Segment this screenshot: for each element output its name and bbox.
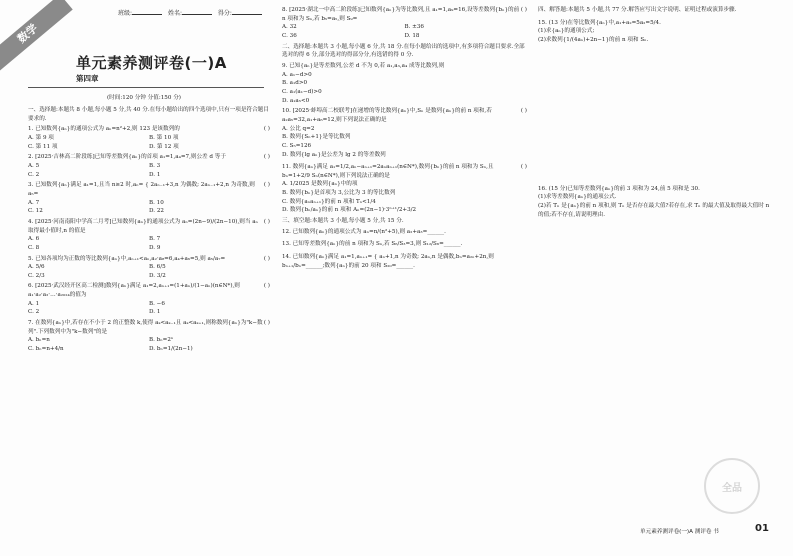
option-choice[interactable]: C. 12 — [28, 208, 43, 215]
option-choice[interactable]: B. 第 10 项 — [149, 134, 179, 141]
question-body: (2)求数列{1/(4aₙ)+2n−1}的前 n 项和 Sₙ. — [538, 36, 649, 43]
question-text — [28, 319, 270, 336]
score-blank[interactable] — [232, 14, 262, 15]
publisher-seal — [704, 458, 760, 514]
question-text — [282, 217, 527, 226]
option-row — [28, 143, 270, 152]
question-text — [538, 202, 773, 219]
name-label: 姓名: — [167, 10, 182, 17]
option-choice[interactable]: B. 数列{Sₙ+1}是等比数列 — [282, 134, 351, 141]
question-body: 8. [2025·湖北一中高二阶段练]已知数列{aₙ}为等比数列,且 a₁=1,a₉=16,设等差数列{bₙ}的前 n 项和为 Sₙ,若 b₅=a₅,则 S₉= — [282, 7, 520, 22]
option-row — [28, 244, 270, 253]
question-body: (1)求等差数列{aₙ}的通项公式. — [538, 194, 617, 201]
question-text — [28, 153, 270, 162]
question-body: 7. 在数列{aₙ}中,若存在不小于 2 的正整数 k,使得 aₖ<aₖ₋₁且 aₖ<aₖ₊₁,则称数列{aₙ}为"k−数列".下列数列中为"k−数列"的是 — [28, 320, 263, 335]
question-body: 四、解答题:本题共 5 小题,共 77 分.解答应写出文字说明、证明过程或演算步骤. — [538, 7, 737, 13]
name-blank[interactable] — [182, 14, 212, 15]
option-choice[interactable]: C. 数列{aₙaₙ₊₁}的前 n 项和 Tₙ<1/4 — [282, 198, 376, 205]
question-text — [538, 36, 773, 45]
option-choice[interactable]: C. 8 — [28, 244, 40, 251]
chapter-label: 第四章 — [76, 74, 99, 83]
answer-bracket[interactable]: ( ) — [263, 283, 270, 290]
question-body: 15. (13 分)在等比数列{aₙ}中,a₁+a₂=5a₂=5/4. — [538, 19, 661, 26]
question-text — [28, 255, 270, 264]
question-text — [538, 193, 773, 202]
time-info: (时间:120 分钟 分值:150 分) — [107, 95, 181, 101]
question-body: 13. 已知等差数列{aₙ}的前 n 项和为 Sₙ,若 S₆/S₃=3,则 S₁₂/S₆=______. — [282, 241, 463, 248]
option-choice[interactable]: A. 公比 q=2 — [282, 125, 315, 132]
question-text — [28, 125, 270, 134]
option-choice[interactable]: B. bₙ=2ⁿ — [149, 337, 174, 344]
option-row — [28, 300, 270, 309]
title-rule — [28, 87, 264, 88]
question-text — [282, 228, 527, 237]
question-text — [28, 282, 270, 299]
column-left — [28, 106, 270, 354]
option-row — [28, 345, 270, 354]
question-body: 2. [2025·吉林高二阶段练]已知等差数列{aₙ}的首项 a₁=1,a₄=7,则公差 d 等于 — [28, 154, 226, 161]
question-body: 二、选择题:本题共 3 小题,每小题 6 分,共 18 分.在每小题给出的选项中,有多项符合题目要求.全部选对的得 6 分,部分选对的得部分分,有选错的得 0 分. — [282, 43, 525, 59]
question-body: 9. 已知{aₙ}是等差数列,公差 d 不为 0,若 a₁,a₃,a₄ 成等比数列,则 — [282, 62, 445, 69]
option-choice[interactable]: D. 第 12 项 — [149, 143, 179, 150]
option-choice[interactable]: B. 6/5 — [149, 264, 166, 271]
option-row — [28, 336, 270, 345]
option-choice[interactable]: C. 2/3 — [28, 272, 45, 279]
option-choice[interactable]: C. a₁(a₁−d)>0 — [282, 88, 322, 95]
option-choice[interactable]: A. 1 — [28, 300, 40, 307]
option-choice[interactable]: B. −6 — [149, 300, 165, 307]
question-body: 14. 已知数列{aₙ}满足 a₁=1,aₙ₊₁= { aₙ+1,n 为奇数; 2aₙ,n 是偶数,bₙ=a₂ₙ+2n,则 bₙ₊₁/bₙ=______;数列{aₙ}的前 20 项和 S₂₀=______. — [282, 254, 494, 269]
option-choice[interactable]: A. 7 — [28, 199, 40, 206]
question-body: 12. 已知数列{aₙ}的通项公式为 aₙ=n/(n²+5),则 a₂+a₃=______. — [282, 228, 446, 235]
option-choice[interactable]: D. a₁a₅<0 — [282, 97, 310, 104]
answer-bracket[interactable]: ( ) — [263, 320, 270, 327]
option-choice[interactable]: D. 数列{bₙ/aₙ}的前 n 项和 Aₙ=(2n−1)·3ⁿ⁺¹/2+3/2 — [282, 207, 417, 214]
option-choice[interactable]: A. 32 — [282, 24, 297, 31]
question-text — [538, 27, 773, 36]
question-body: 一、选择题:本题共 8 小题,每小题 5 分,共 40 分.在每小题给出的四个选项中,只有一项是符合题目要求的. — [28, 107, 269, 122]
question-body: 5. 已知各项均为正数的等比数列{aₙ}中,aₙ₊₁<aₙ,a₂·a₈=6,a₄+a₆=5,则 a₅/a₇= — [28, 255, 226, 262]
question-text — [282, 163, 527, 180]
question-body: 6. [2025·武汉经开区高二检测]数列{aₙ}满足 a₁=2,aₙ₊₁=(1+aₙ)/(1−aₙ)(n∈N*),则 a₁·a₂·a₃·…·a₂₀₂₄的值为 — [28, 283, 240, 299]
answer-bracket[interactable]: ( ) — [263, 126, 270, 133]
option-choice[interactable]: D. bₙ=1/(2n−1) — [149, 346, 193, 353]
answer-bracket[interactable]: ( ) — [263, 182, 270, 189]
option-choice[interactable]: C. bₙ=n+4/n — [28, 346, 64, 353]
page-number: 01 — [755, 523, 769, 534]
question-body: 3. 已知数列{aₙ}满足 a₁=1,且当 n≥2 时,aₙ= { 2aₙ₋₁+3,n 为偶数; 2aₙ₋₁+2,n 为奇数,则 a₅= — [28, 182, 255, 197]
question-text — [282, 107, 527, 124]
option-choice[interactable]: D. 3/2 — [149, 272, 166, 279]
option-choice[interactable]: D. 9 — [149, 244, 161, 251]
option-row — [28, 207, 270, 216]
question-body: 4. [2025·河南南阳中学高二月考]已知数列{aₙ}的通项公式为 aₙ=(2n−9)/(2n−10),则当 aₙ 取得最小值时,n 的值是 — [28, 218, 258, 234]
option-choice[interactable]: A. 5/6 — [28, 264, 45, 271]
option-row — [28, 134, 270, 143]
question-body: 10. [2025·蚌埠高二校联考]在递增的等比数列{aₙ}中,Sₙ 是数列{aₙ}的前 n 项和,若 a₂a₅=32,a₁+a₆=12,则下列说法正确的是 — [282, 108, 492, 123]
subject-ribbon: 数学 — [0, 0, 73, 74]
column-middle — [282, 6, 527, 270]
score-label: 得分: — [217, 10, 232, 17]
question-text — [28, 181, 270, 198]
question-text — [28, 106, 270, 123]
question-text — [282, 240, 527, 249]
option-choice[interactable]: B. 10 — [149, 199, 164, 206]
option-choice[interactable]: D. 18 — [404, 32, 420, 39]
option-choice[interactable]: D. 1 — [149, 309, 161, 316]
option-row — [282, 32, 527, 41]
option-choice[interactable]: D. 22 — [149, 208, 164, 215]
option-choice[interactable]: D. 数列{lg aₙ}是公差为 lg 2 的等差数列 — [282, 151, 386, 158]
option-choice[interactable]: C. 第 11 项 — [28, 143, 58, 150]
seal-text: 全品 — [722, 482, 742, 494]
answer-bracket[interactable]: ( ) — [263, 255, 270, 262]
option-choice[interactable]: C. 2 — [28, 171, 40, 178]
answer-bracket[interactable]: ( ) — [263, 154, 270, 161]
class-label: 班级: — [118, 10, 133, 17]
question-text — [282, 6, 527, 23]
answer-bracket[interactable]: ( ) — [520, 7, 527, 13]
question-text — [282, 253, 527, 270]
footer-label: 单元素养测评卷(一)A 测评卷 书 — [640, 529, 719, 535]
option-choice[interactable]: C. 36 — [282, 32, 297, 39]
column-right — [538, 6, 773, 219]
option-choice[interactable]: B. a₁d>0 — [282, 80, 308, 87]
option-choice[interactable]: A. 1/2025 是数列{aₙ}中的项 — [282, 181, 358, 188]
option-choice[interactable]: A. 第 9 项 — [28, 134, 54, 141]
option-row — [28, 235, 270, 244]
page-title: 单元素养测评卷(一)A — [76, 54, 227, 72]
question-body: 1. 已知数列{aₙ}的通项公式为 aₙ=n²+2,则 123 是该数列的 — [28, 126, 180, 133]
option-choice[interactable]: C. 2 — [28, 309, 40, 316]
option-choice[interactable]: C. S₅=126 — [282, 142, 312, 149]
question-text — [282, 62, 527, 71]
option-choice[interactable]: B. ±36 — [404, 24, 424, 31]
answer-bracket[interactable]: ( ) — [520, 108, 527, 115]
option-choice[interactable]: B. 数列{bₙ}是首项为 3,公比为 3 的等比数列 — [282, 190, 396, 197]
question-text — [538, 6, 773, 15]
answer-bracket[interactable]: ( ) — [263, 218, 270, 225]
option-row — [28, 171, 270, 180]
question-text — [538, 185, 773, 194]
question-body: 11. 数列{aₙ}满足 a₁=1/2,aₙ−aₙ₊₁=2aₙaₙ₊₁(n∈N*),数列{bₙ}的前 n 项和为 Sₙ,且 bₙ=1+2/9 Sₙ(n∈N*),则下列说法正确的是 — [282, 164, 494, 179]
question-body: 16. (15 分)已知等差数列{aₙ}的前 3 项和为 24,前 5 项和是 30. — [538, 185, 700, 192]
option-row — [28, 272, 270, 281]
option-choice[interactable]: A. 5 — [28, 162, 40, 169]
option-choice[interactable]: B. 7 — [149, 236, 161, 243]
question-text — [282, 43, 527, 60]
class-blank[interactable] — [132, 14, 162, 15]
option-choice[interactable]: A. bₙ=n — [28, 337, 50, 344]
option-choice[interactable]: A. 6 — [28, 236, 40, 243]
option-choice[interactable]: A. a₁−d>0 — [282, 71, 312, 78]
option-row — [28, 162, 270, 171]
question-body: 三、填空题:本题共 3 小题,每小题 5 分,共 15 分. — [282, 218, 404, 225]
option-row — [282, 23, 527, 32]
option-row — [28, 263, 270, 272]
question-body: (1)求{aₙ}的通项公式; — [538, 28, 595, 35]
answer-bracket[interactable]: ( ) — [520, 164, 527, 171]
student-info-bar — [118, 8, 266, 17]
option-choice[interactable]: D. 1 — [149, 171, 161, 178]
option-row — [28, 308, 270, 317]
option-choice[interactable]: B. 3 — [149, 162, 161, 169]
question-text — [538, 19, 773, 28]
option-row — [28, 199, 270, 208]
question-body: (2)若 Tₙ 是{aₙ}的前 n 项和,则 Tₙ 是否存在最大值?若存在,求 Tₙ 的最大值及取得最大值时 n 的值;若不存在,请说明理由. — [538, 202, 770, 218]
question-text — [28, 218, 270, 235]
